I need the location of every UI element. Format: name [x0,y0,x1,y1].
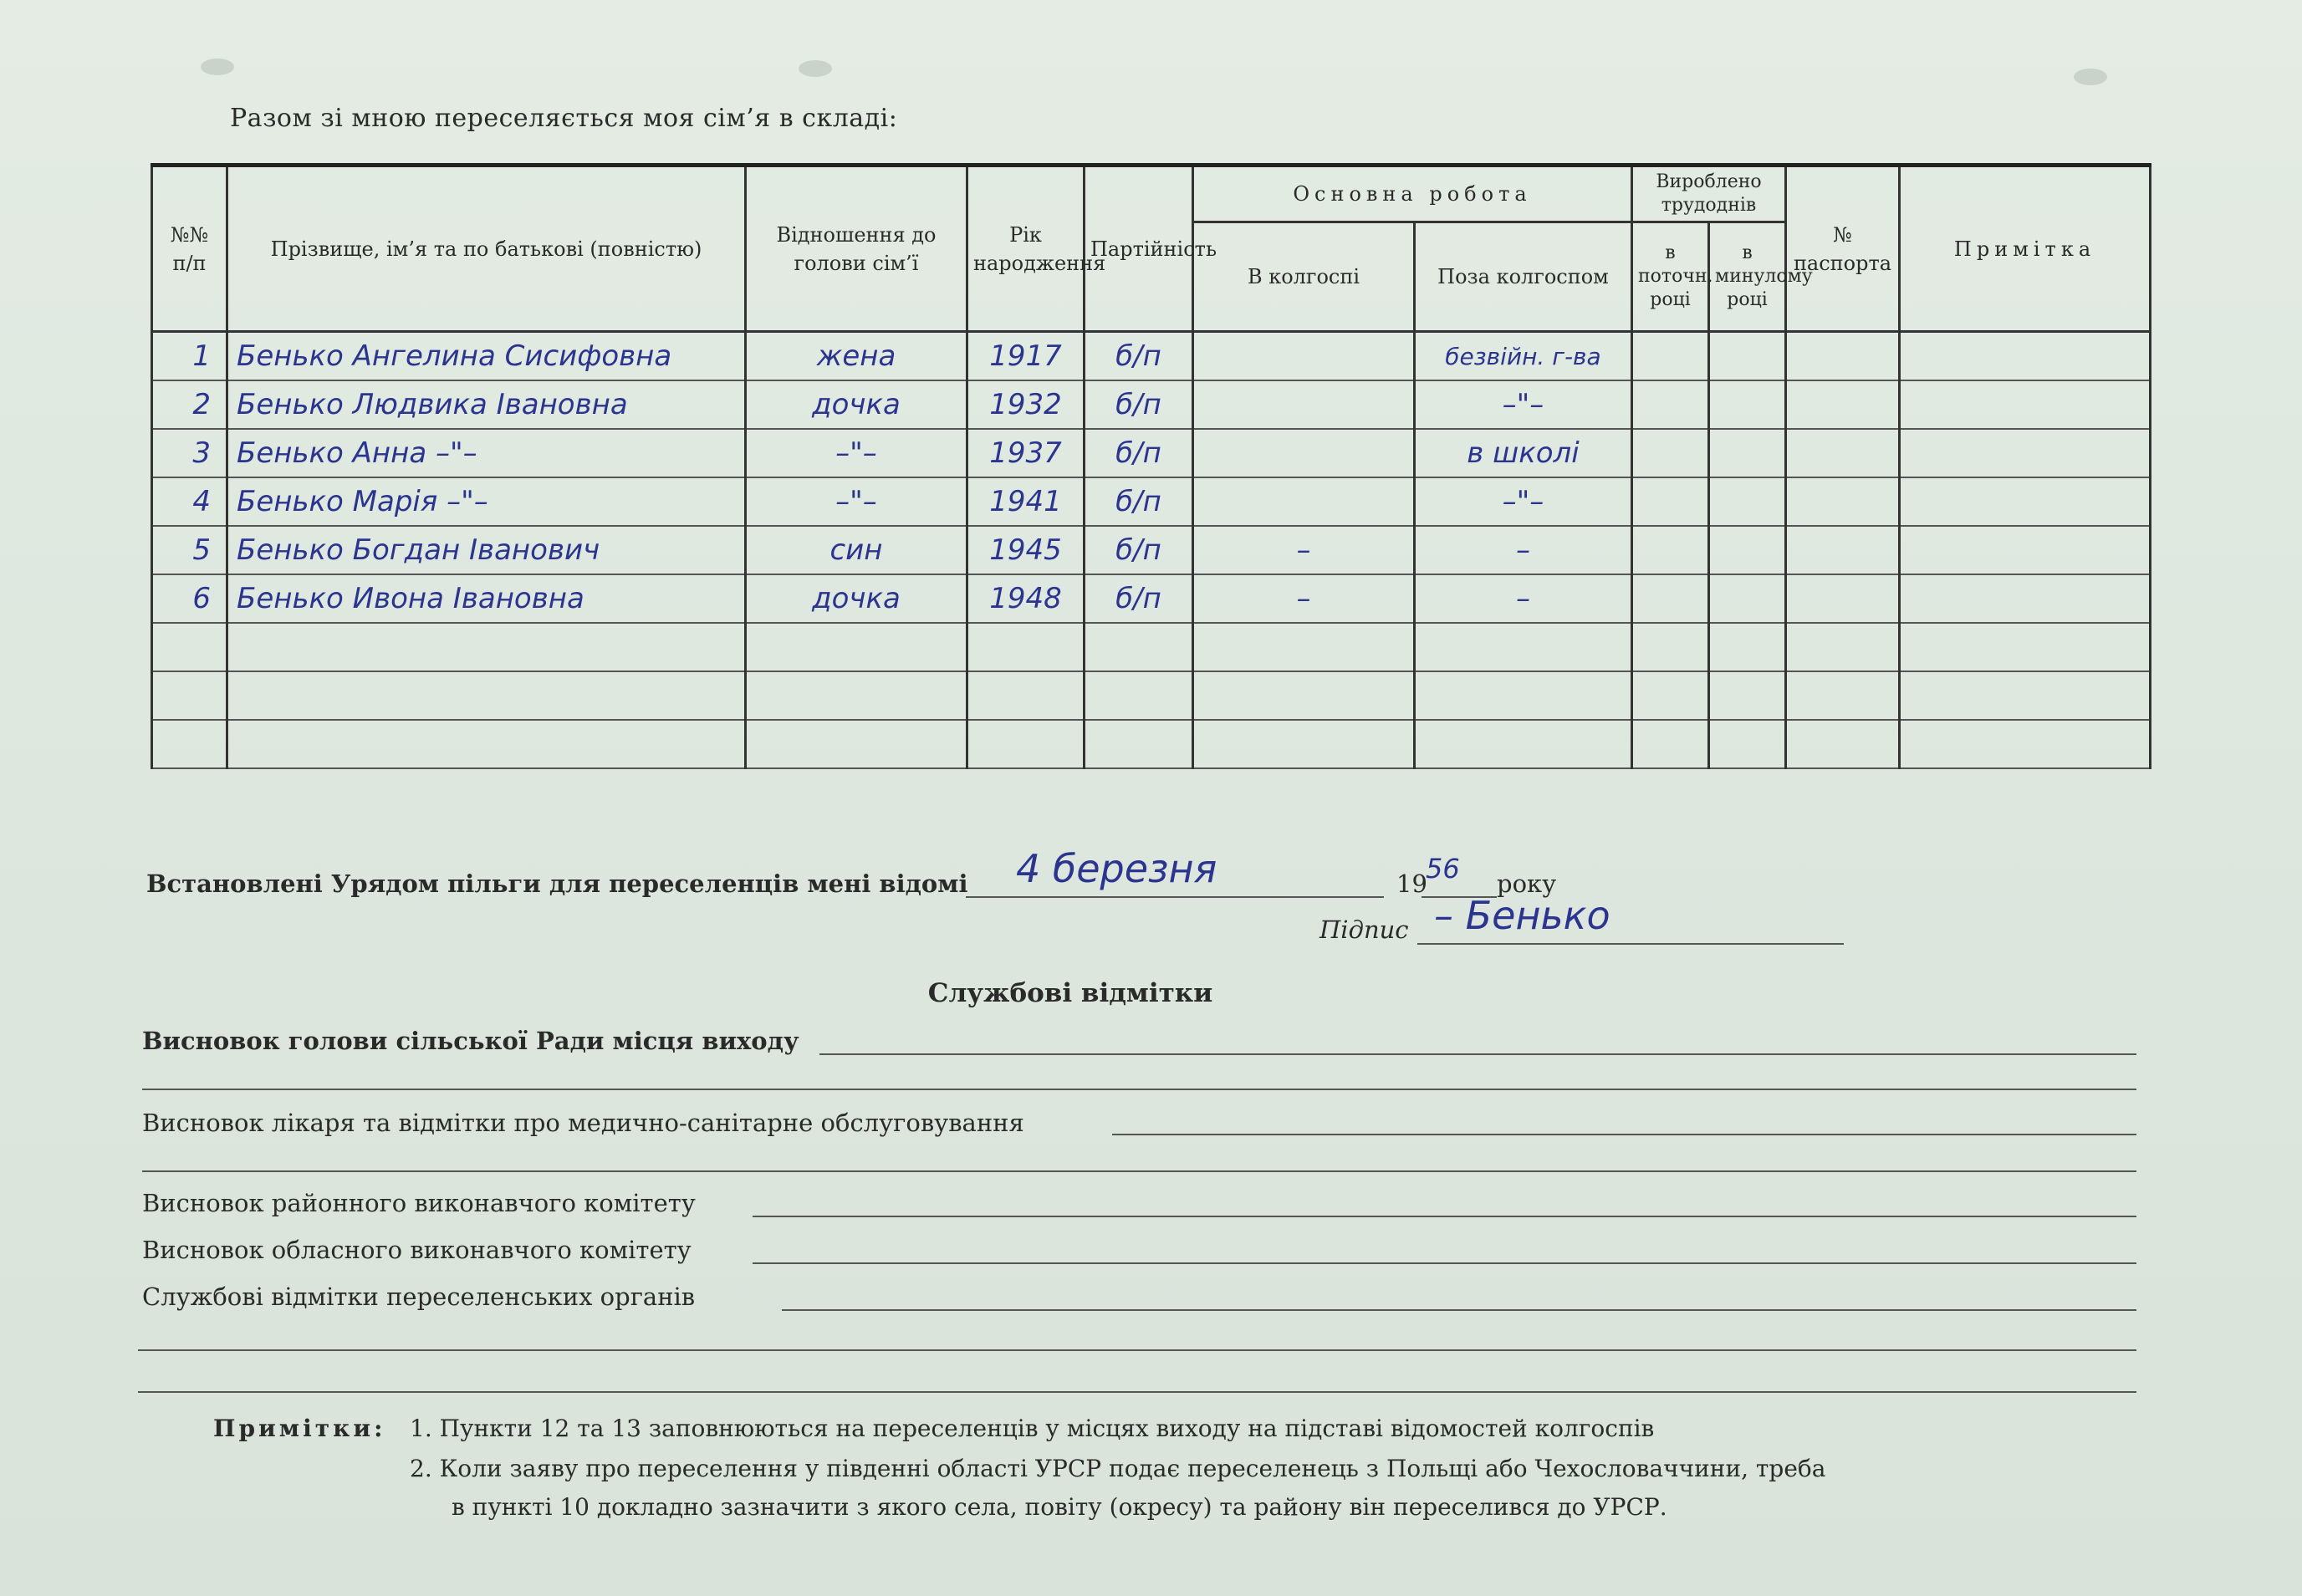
header-party: Партійність [1085,166,1193,332]
row-in-kolkhoz [1193,429,1415,477]
table-row-empty [152,671,2151,720]
row-passport [1786,332,1900,381]
header-last-year: в минулому році [1709,222,1786,332]
row-outside: –"– [1415,380,1632,429]
family-table [151,163,2151,769]
row-name: Бенько Ангелина Сисифовна [227,332,746,381]
conclusion-regional-committee: Висновок обласного виконавчого комітету [142,1236,692,1264]
row-current [1632,332,1709,381]
punch-hole-left [201,59,234,75]
table-row [152,332,2151,381]
row-current [1632,429,1709,477]
header-workdays: Вироблено трудоднів [1632,166,1786,222]
row-last [1709,332,1786,381]
row-outside: – [1415,526,1632,574]
row-name: Бенько Богдан Іванович [227,526,746,574]
year-word: року [1497,869,1557,898]
signature: – Бенько [1434,893,1610,938]
punch-hole-right [2074,69,2107,85]
row-passport [1786,380,1900,429]
conclusion-line [819,1053,2136,1055]
row-in-kolkhoz [1193,380,1415,429]
note-2-continued: в пункті 10 докладно зазначити з якого села, повіту (окресу) та району він переселився до УРСР. [452,1493,1667,1521]
benefits-date: 4 березня [1016,846,1217,891]
row-last [1709,526,1786,574]
note-2: 2. Коли заяву про переселення у південні області УРСР подає переселенець з Польщі або Чехословаччини, треба [410,1455,1826,1482]
conclusion-line [782,1309,2136,1311]
notes-label: Примітки: [213,1415,386,1442]
row-year: 1948 [967,574,1085,623]
row-num: 2 [152,380,227,429]
row-party: б/п [1085,429,1193,477]
header-name: Прізвище, ім’я та по батькові (повністю) [227,166,746,332]
conclusion-line [753,1216,2136,1217]
row-passport [1786,574,1900,623]
conclusion-village-council: Висновок голови сільської Ради місця виходу [142,1027,799,1055]
row-current [1632,526,1709,574]
row-num: 4 [152,477,227,526]
row-passport [1786,526,1900,574]
row-current [1632,574,1709,623]
row-note [1900,380,2151,429]
row-party: б/п [1085,332,1193,381]
header-relation: Відношення до голови сім’ї [746,166,967,332]
conclusion-doctor: Висновок лікаря та відмітки про медично-санітарне обслуговування [142,1109,1024,1137]
row-note [1900,477,2151,526]
row-name: Бенько Анна –"– [227,429,746,477]
row-party: б/п [1085,526,1193,574]
conclusion-line [138,1391,2136,1393]
table-row [152,477,2151,526]
row-relation: дочка [746,574,967,623]
row-outside: – [1415,574,1632,623]
benefits-label: Встановлені Урядом пільги для переселенців мені відомі [146,869,968,898]
row-last [1709,574,1786,623]
punch-hole-center [799,60,832,77]
table-row [152,574,2151,623]
row-note [1900,526,2151,574]
row-current [1632,380,1709,429]
row-year: 1932 [967,380,1085,429]
header-passport: № паспорта [1786,166,1900,332]
row-year: 1937 [967,429,1085,477]
row-relation: –"– [746,429,967,477]
table-row-empty [152,623,2151,671]
year-prefix: 19 [1396,869,1427,898]
header-year: Рік народження [967,166,1085,332]
row-passport [1786,429,1900,477]
row-year: 1945 [967,526,1085,574]
row-outside: –"– [1415,477,1632,526]
conclusion-line [142,1170,2136,1172]
conclusion-line [138,1349,2136,1351]
table-row [152,526,2151,574]
year-suffix: 56 [1426,853,1460,885]
row-note [1900,429,2151,477]
table-row [152,429,2151,477]
signature-label: Підпис [1319,915,1409,944]
family-heading: Разом зі мною переселяється моя сім’я в складі: [230,104,898,133]
row-last [1709,477,1786,526]
row-party: б/п [1085,380,1193,429]
row-party: б/п [1085,574,1193,623]
row-current [1632,477,1709,526]
table-row-empty [152,720,2151,768]
conclusion-line [1112,1134,2136,1135]
header-main-work: Основна робота [1193,166,1632,222]
row-in-kolkhoz: – [1193,574,1415,623]
row-num: 1 [152,332,227,381]
header-in-kolkhoz: В колгоспі [1193,222,1415,332]
row-relation: дочка [746,380,967,429]
row-name: Бенько Марія –"– [227,477,746,526]
row-relation: –"– [746,477,967,526]
row-outside: в школі [1415,429,1632,477]
row-last [1709,429,1786,477]
row-note [1900,574,2151,623]
row-passport [1786,477,1900,526]
official-marks-title: Службові відмітки [927,978,1213,1008]
row-year: 1917 [967,332,1085,381]
row-name: Бенько Людвика Івановна [227,380,746,429]
row-year: 1941 [967,477,1085,526]
table-row [152,380,2151,429]
conclusion-line [142,1089,2136,1090]
benefits-date-line [966,896,1384,898]
row-num: 6 [152,574,227,623]
row-last [1709,380,1786,429]
header-outside-kolkhoz: Поза колгоспом [1415,222,1632,332]
row-num: 5 [152,526,227,574]
header-current-year: в поточн. році [1632,222,1709,332]
conclusion-district-committee: Висновок районного виконавчого комітету [142,1189,696,1217]
row-in-kolkhoz [1193,332,1415,381]
row-in-kolkhoz: – [1193,526,1415,574]
row-outside: безвійн. г-ва [1415,332,1632,381]
row-relation: син [746,526,967,574]
row-num: 3 [152,429,227,477]
header-note: Примітка [1900,166,2151,332]
conclusion-resettlement-bodies: Службові відмітки переселенських органів [142,1282,696,1311]
header-num: №№ п/п [152,166,227,332]
row-in-kolkhoz [1193,477,1415,526]
signature-line [1417,943,1844,945]
row-name: Бенько Ивона Івановна [227,574,746,623]
conclusion-line [753,1262,2136,1264]
row-note [1900,332,2151,381]
row-party: б/п [1085,477,1193,526]
note-1: 1. Пункти 12 та 13 заповнюються на переселенців у місцях виходу на підставі відомостей колгоспів [410,1415,1655,1442]
row-relation: жена [746,332,967,381]
